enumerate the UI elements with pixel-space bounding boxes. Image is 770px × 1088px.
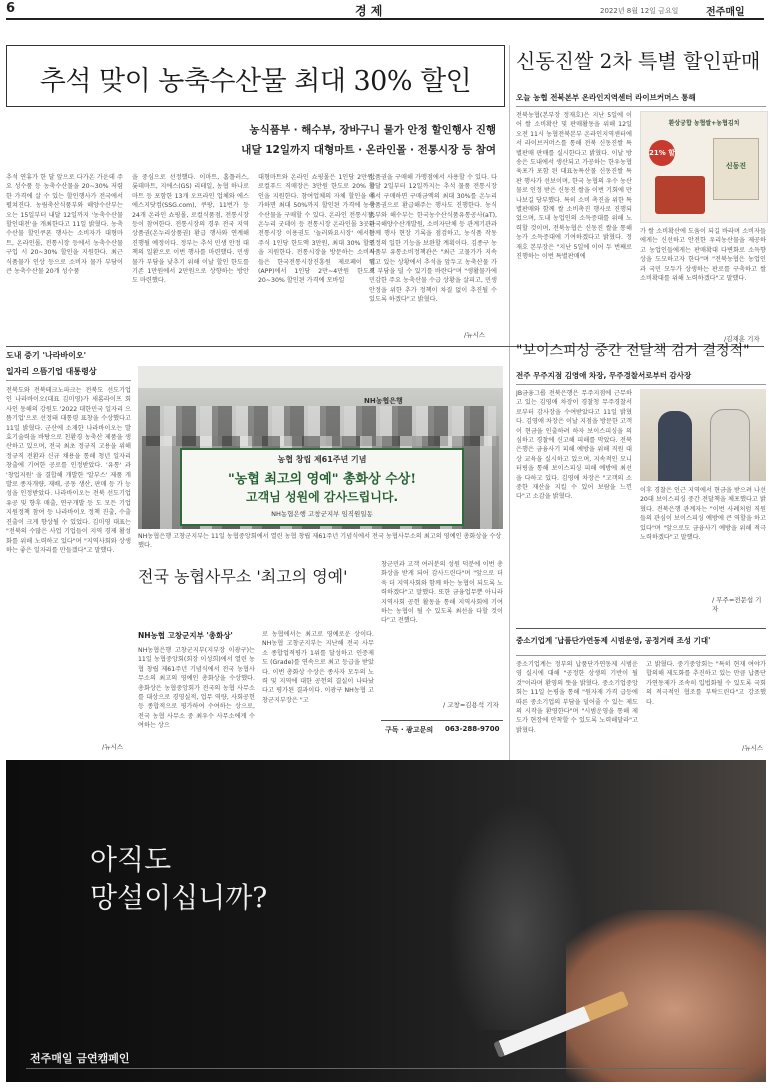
side-bottom-article <box>516 635 766 755</box>
main-subhead-1: 농식품부 · 해수부, 장바구니 물가 안정 할인행사 진행 <box>249 124 496 136</box>
discount-badge: 21% 할 <box>649 140 675 166</box>
subscription-phone: 063-288-9700 <box>445 725 500 733</box>
recipient-left <box>658 411 692 481</box>
side-bottom-headline: 중소기업계 '납품단가연동제 시범운영, 공정거래 조성 기대' <box>516 636 711 645</box>
award-group-photo <box>138 366 503 529</box>
banner-line-1: "농협 최고의 영예" 총화상 수상! <box>227 472 417 487</box>
side-mid-col-1: JB금융그룹 전북은행은 무주지점에 근무하고 있는 김영애 차장이 경찰청 무주경찰서로부터 감사장을 수여받았다고 11일 밝혔다. 김영애 차장은 이날 지점을 방문한 고객이 현금을 인출하려 하자 보이스피싱을 의심하고 경찰에 신고해 피해를 막았다. 전북은행은 금융사기 피해 예방을 위해 직원 대상 교육을 실시하고 있으며, 지속적인 모니터링을 통해 보이스피싱 피해 예방에 최선을 다하고 있다. 김영애 차장은 "고객의 소중한 재산을 지킬 수 있어 보람을 느낀다"고 소감을 밝혔다. <box>516 390 632 501</box>
mid-col-2: 로 농협에서는 최고로 영예로운 상이다. NH농협 고창군지부는 지난해 전국 사무소 종합업적평가 1위를 달성하고 인증제도 (Grade)를 연속으로 최고 등급을 받았다. 이번 총화상 수상은 종사자 모두의 노력 및 지역에 대한 공헌의 결실이 나타났다고 평가된 결과이다. 이광구 NH농협 고창군지부장은 "고 <box>262 631 374 704</box>
headline-box <box>6 45 505 107</box>
main-col-3: 대형마트와 온라인 쇼핑몰은 1인당 2만원, 로컬푸드 직매장은 3만원 한도로 20% 할인을 지원한다. 참여업체의 자체 할인을 추가하면 최대 50%까지 할인된 가격에 농축수산물을 구매할 수 있다. 온라인 전통시장, 온누리 굿데이 등 전통시장 온라인몰 3곳과 전통시장 이용권도 '놀러와요시장' 에서는 주식 1인당 한도액 3만원, 최대 30% 할인을 지원한다. 전통시장을 방문하는 소비자들은 한국전통시장진흥원 제로페이 앱(APP)에서 1인당 2만~4만원 한도로 20~30% 할인된 가격에 모바일 <box>258 174 375 285</box>
rice-ad-image <box>640 111 768 223</box>
mid-col-1: NH농협은행 고창군지부(지부장 이광구)는 11일 농협중앙회(회장 이성희)에서 열린 농협 창립 제61주년 기념식에서 전국 농협사무소의 최고의 영예인 총화상을 수상했다. 총화상은 농협중앙회가 전국의 농협 사무소를 대상으로 경영실적, 업무 역량, 사회공헌 등 종합적으로 평가하여 수여하는 상으로, 전국 농협 사무소 중 최우수 사무소에게 수여하는 상으 <box>138 647 255 730</box>
side-bottom-col-2: 고 밝혔다. 중기중앙회는 "특히 현재 여야가 합의해 제도화를 추진하고 있는 만큼 납품단가연동제가 조속히 입법화될 수 있도록 국회의 적극적인 협조를 부탁드린다"고 강조했다. <box>646 661 766 706</box>
photo-wall-sign: NH농협은행 <box>364 397 403 405</box>
section-rule-2 <box>516 628 766 629</box>
main-col-2: 을 중심으로 선정했다. 이마트, 홈플러스, 롯데마트, 지에스(GS) 리테일, 농협 하나로마트 등 포함한 13개 오프라인 업체와 에스에스지닷컴(SSG.com), 쿠팡, 11번가 등 24개 온라인 쇼핑몰, 로컬식품점, 전통시장 등이 참여한다. 전통시장의 경우 전국 지역상품권(온누리상품권) 환급 행사와 연계해 진행될 예정이다. 정부는 추석 민생 안정 대책의 일환으로 이번 행사를 마련했다. 민생 물가 부담을 낮추기 위해 이날 할인 한도를 기존 1만원에서 2만원으로 상향하는 방안도 마련했다. <box>132 174 249 285</box>
paper-name: 전주매일 <box>706 7 745 18</box>
photo-ceiling <box>138 366 503 388</box>
mid-headline: 전국 농협사무소 '최고의 영예' <box>138 567 348 586</box>
kimchi-package <box>655 176 705 214</box>
left-mid-body: 전북도와 전북테크노파크는 전북도 선도기업인 나라바이오(대표 김미영)가 새롬라이프 회사인 동해의 강원도 '2022 대한민국 일자리 으뜸기업'으로 선정돼 대통령 표창을 수상했다고 11일 밝혔다. 군산에 소재한 나라바이오는 발효기술력을 바탕으로 친환경 농축산 제품을 생산하고 있으며, 전국 최초 정규직 고용을 위해 정규직 전환과 신규 채용을 통해 청년 일자리 창출에 기여한 공로를 인정받았다. '유통' 과 '창업지원' 을 결합해 개발한 '알부스' 제품 개발로 종자개량, 재배, 공동 생산, 판매 등 가 능성을 인정받았다. 나라바이오는 전북 선도기업 유공 및 향후 매출, 연구개발 등 도 모든 기업 지원정책 참여 등 나라바이오 정책 진출, 수출 진출이 크게 향상될 수 있었다. 김미영 대표는 "전북의 수많은 사업 기업들이 지역 경제 활성화를 위해 노력하고 있다"며 "지역사회와 상생하는 좋은 일자리를 만들겠다"고 말했다. <box>6 387 131 554</box>
ad-footer: 전주매일 금연캠페인 <box>30 1052 130 1065</box>
rice-bag-label: 신동진 <box>725 162 747 170</box>
main-byline: /뉴시스 <box>464 331 486 339</box>
side-mid-subhead: 전주 무주지점 김영애 차장, 무주경찰서로부터 감사장 <box>516 371 692 380</box>
page-number: 6 <box>6 1 16 16</box>
left-mid-headline: 일자리 으뜸기업 대통령상 <box>6 367 97 376</box>
mid-byline: / 고창=김용석 기자 <box>443 701 499 709</box>
ad-line-1: 아직도 <box>90 843 172 876</box>
left-mid-byline: /뉴시스 <box>102 743 124 751</box>
side-mid-article <box>516 338 766 613</box>
rice-ad-title: 환상궁합 농협쌀+농협김치 <box>668 120 740 127</box>
side-bottom-byline: /뉴시스 <box>742 744 764 752</box>
mid-article <box>138 560 503 750</box>
side-top-headline: 신동진쌀 2차 특별 할인판매 <box>516 49 761 73</box>
rice-bag <box>713 138 759 200</box>
main-col-4: 상품권을 구매해 가맹점에서 사용할 수 있다. 다음달 2일부터 12일까지는 추석 물품 전통시장에서 구매하면 구매금액의 최대 30%를 온누리상품권으로 환급해주는 행사도 진행한다. 농식품부와 해수부는 한국농수산식품유통공사(aT), 한국해양수산개발원, 소비자단체 등 관계기관과 함께 행사 현장 기록을 점검하고, 농식품 작동 조정의 일한 기능을 보완할 계획이다. 김종구 농식품부 유통소비정책관은 "최근 고물가가 지속되고 있는 상황에서 추석을 앞두고 농축산물 가격 부담을 덜 수 있기를 바란다"며 "생활물가에 민감한 주요 농축산물 수급 상황을 살피고, 민생 안정을 위한 추가 정책이 차질 없이 추진될 수 있도록 하겠다"고 밝혔다. <box>369 174 497 304</box>
no-smoking-ad <box>6 760 766 1082</box>
subscription-box <box>381 720 503 737</box>
side-bottom-col-1: 중소기업계는 정부의 납품단가연동제 시범운영 실시에 대해 "공정한 상생의 기반이 될 것"이라며 환영의 뜻을 밝혔다. 중소기업중앙회는 11일 논평을 통해 "원자재 가격 급등에 따른 중소기업의 부담을 덜어줄 수 있는 제도의 시작을 환영한다"며 "시범운영을 통해 제도가 현장에 안착할 수 있도록 노력해달라"고 밝혔다. <box>516 661 638 734</box>
side-top-col-2: 가 쌀 소비확산에 도움이 되길 바라며 소비자들에게는 신선하고 안전한 우리농산물을 제공하고 농업인들에게는 판매확대 다변화로 소득향상을 도모하고자 한다"며 "전북농협은 농업인과 국민 모두가 상생하는 판로를 구축하고 쌀 소비확대를 위해 노력하겠다"고 말했다. <box>640 228 766 283</box>
side-mid-rule <box>516 384 766 385</box>
side-mid-headline: "보이스피싱 중간 전달책 검거 결정적" <box>516 343 750 359</box>
side-top-subhead: 오늘 농협 전북본부 온라인지역센터 라이브커머스 통해 <box>516 93 696 102</box>
side-mid-byline: / 무주=전문섭 기자 <box>712 596 762 613</box>
banner-footer: NH농협은행 고창군지부 임직원일동 <box>271 510 373 518</box>
main-subhead-2: 내달 12일까지 대형마트 · 온라인몰 · 전통시장 등 참여 <box>241 144 496 156</box>
ad-footer-rule <box>26 1068 746 1069</box>
main-col-1: 추석 연휴가 한 달 앞으로 다가온 가운데 주요 성수품 등 농축수산물을 20~30% 저렴한 가격에 살 수 있는 할인행사가 전국에서 펼쳐진다. 농림축산식품부와 해양수산부는 오는 15일부터 내달 12일까지 '농축수산물 할인대전'을 개최한다고 11일 밝혔다. 농축수산물 할인쿠폰 행사는 소비자가 대형마트, 온라인몰, 전통시장 등에서 농축수산물 구입 시 20~30% 할인을 지원한다. 최근 식품물가 인상 등으로 소비자 물가 부담이 큰 농축수산물 20개 성수품 <box>6 174 123 276</box>
award-banner <box>180 448 464 526</box>
banner-line-2: 고객님 성원에 감사드립니다. <box>245 490 399 504</box>
left-mid-article <box>6 350 131 750</box>
subscription-label: 구독 · 광고문의 <box>385 726 434 734</box>
mid-subhead: NH농협 고창군지부 '총화상' <box>138 631 233 640</box>
section-name: 경 제 <box>355 4 383 18</box>
side-top-article <box>516 45 766 345</box>
photo-caption: NH농협은행 고창군지부는 11일 농협중앙회에서 열린 농협 창립 제61주년 기념식에서 전국 농협사무소의 최고의 영예인 총화상을 수상했다. <box>138 533 502 549</box>
mid-col-3: 창군민과 고객 여러분의 성원 덕분에 이번 총화상을 받게 되어 감사드린다"며 "앞으로 더욱 더 지역사회와 함께 하는 농협이 되도록 노력하겠다"고 말했다. 또한 금융업무뿐 아니라 지역사회 공헌 활동을 통해 지역사회에 기여하는 농협이 될 수 있도록 최선을 다할 것이다"고 전했다. <box>381 561 503 625</box>
left-mid-rule <box>6 380 131 381</box>
side-top-rule <box>516 106 766 107</box>
award-recipient-photo <box>640 389 766 481</box>
recipient-right <box>710 409 750 481</box>
hand <box>566 910 766 1082</box>
side-mid-col-2: 이후 경찰은 인근 지역에서 현금을 받으려 나선 20대 보이스피싱 중간 전달책을 체포했다고 밝혔다. 전북은행 관계자는 "이번 사례처럼 직원들의 관심이 보이스피싱 예방에 큰 역할을 하고 있다"며 "앞으로도 금융사기 예방을 위해 적극 노력하겠다"고 말했다. <box>640 487 766 542</box>
banner-title: 농협 창립 제61주년 기념 <box>277 455 367 464</box>
side-top-byline: /김재훈 기자 <box>724 335 760 343</box>
side-top-col-1: 전북농협(본부장 정재호)은 지난 5일에 이어 쌀 소비확산 및 판매활동을 위해 12일 오전 11시 농협전북본부 온라인지역센터에서 라이브커머스를 통해 전북 신동진쌀 특별판매 판매를 실시한다고 밝혔다. 이날 방송은 도내에서 생산되고 가공하는 한우농협 육포가 포함 된 대표농특산물 신동진쌀 특판 행사가 선보이며, 한국 농협의 우수 농산물로 인정 받은 신동진 쌀을 이번 기회에 만나보길 당부했다. 특히 소비 촉진을 위한 특별판매와 함께 쌀 소비촉진 행사로 진행되었으며, 도내 농업인의 소득증대를 위해 노력할 것이며, 전북농협은 신동진 쌀을 통해 농가 소득증대에 기여하겠다고 밝혔다. 정재호 본부장은 "지난 5일에 이어 두 번째로 진행하는 이번 특별판매에 <box>516 112 632 261</box>
issue-date: 2022년 8월 12일 금요일 <box>600 7 679 15</box>
main-article <box>6 45 505 346</box>
left-mid-kicker: 도내 중기 '나라바이오' <box>6 351 87 360</box>
side-bottom-rule <box>516 655 766 656</box>
main-headline: 추석 맞이 농축수산물 최대 30% 할인 <box>39 66 472 97</box>
ad-line-2: 망설이십니까? <box>90 881 268 914</box>
page-header <box>0 0 770 20</box>
header-rule <box>6 18 764 20</box>
